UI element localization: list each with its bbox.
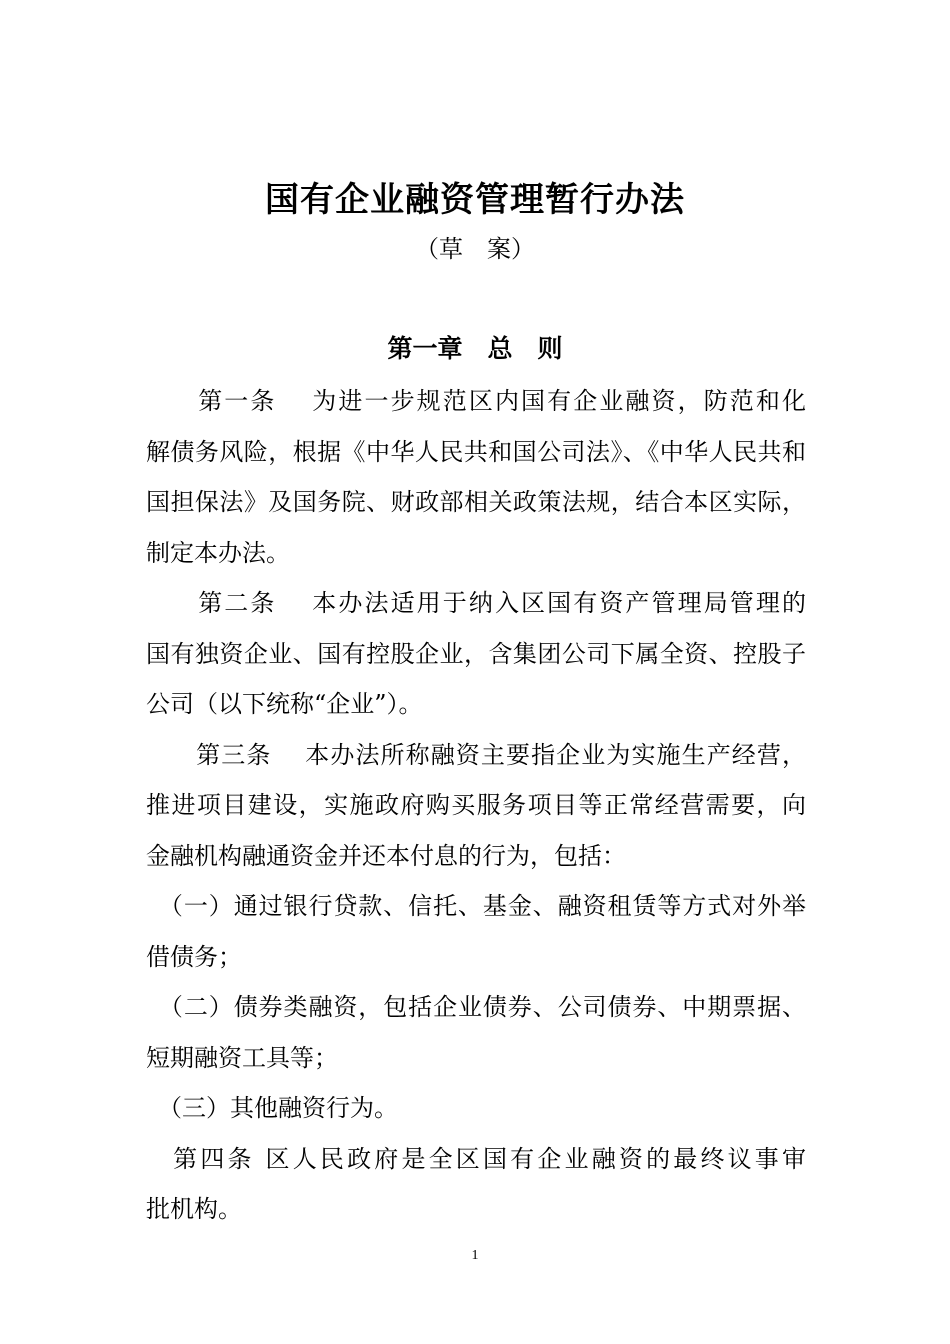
body-line: 国有独资企业、国有控股企业，含集团公司下属全资、控股子 bbox=[146, 639, 806, 668]
chapter-heading: 第一章 总 则 bbox=[387, 334, 563, 363]
body-line: 第四条 区人民政府是全区国有企业融资的最终议事审 bbox=[146, 1144, 806, 1173]
body-line: 借债务； bbox=[146, 942, 242, 971]
body-line: 制定本办法。 bbox=[146, 538, 290, 567]
body-line: 推进项目建设，实施政府购买服务项目等正常经营需要，向 bbox=[146, 791, 806, 819]
body-line: 批机构。 bbox=[146, 1195, 242, 1223]
body-line: （二）债券类融资，包括企业债券、公司债券、中期票据、 bbox=[146, 993, 806, 1021]
body-line: 金融机构融通资金并还本付息的行为，包括： bbox=[146, 841, 626, 870]
body-line: 第二条 本办法适用于纳入区国有资产管理局管理的 bbox=[146, 589, 806, 617]
body-line: 国担保法》及国务院、财政部相关政策法规，结合本区实际， bbox=[146, 488, 806, 516]
body-line: 公司（以下统称“企业”）。 bbox=[146, 690, 423, 718]
page-number: 1 bbox=[471, 1248, 479, 1263]
body-line: 第三条 本办法所称融资主要指企业为实施生产经营， bbox=[146, 740, 806, 769]
body-line: 短期融资工具等； bbox=[146, 1043, 338, 1072]
body-line: 第一条 为进一步规范区内国有企业融资，防范和化 bbox=[146, 387, 806, 415]
document-subtitle: （草 案） bbox=[415, 235, 535, 263]
body-line: （一）通过银行贷款、信托、基金、融资租赁等方式对外举 bbox=[146, 892, 806, 920]
body-line: （三）其他融资行为。 bbox=[146, 1094, 398, 1122]
document-body bbox=[146, 376, 806, 1235]
body-line: 解债务风险，根据《中华人民共和国公司法》、《中华人民共和 bbox=[146, 437, 806, 466]
document-title: 国有企业融资管理暂行办法 bbox=[265, 180, 685, 220]
